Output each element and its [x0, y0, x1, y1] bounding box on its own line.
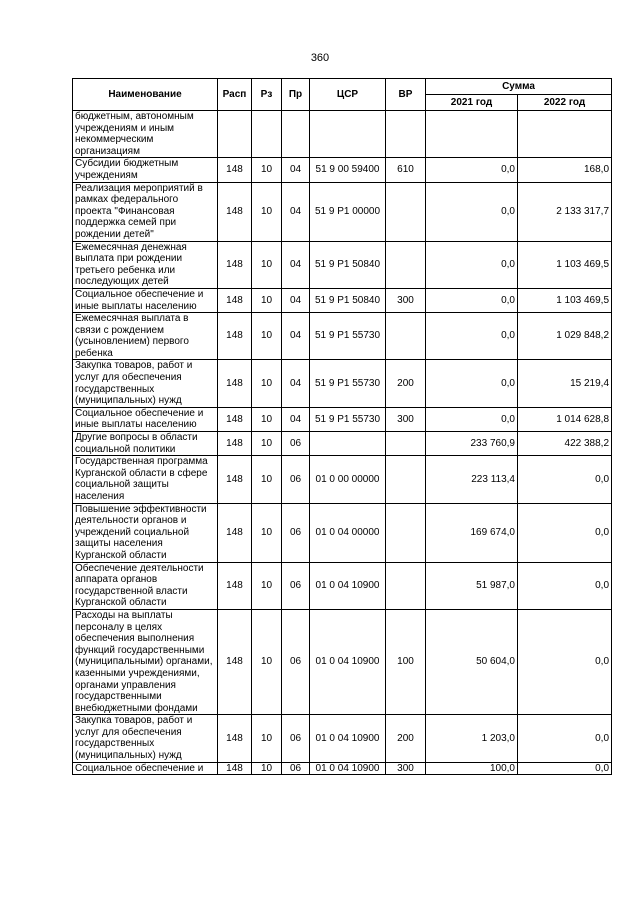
table-row: [73, 158, 612, 182]
cell-2022: 1 029 848,2: [518, 313, 612, 360]
cell-csr: 01 0 00 00000: [310, 456, 386, 503]
table-row: [73, 456, 612, 503]
cell-2022: 422 388,2: [518, 432, 612, 456]
cell-name: Социальное обеспечение и иные выплаты населению: [73, 407, 218, 431]
cell-csr: [310, 111, 386, 158]
cell-rz: 10: [252, 562, 282, 609]
cell-name: бюджетным, автономным учреждениям и иным некоммерческим организациям: [73, 111, 218, 158]
cell-rz: 10: [252, 609, 282, 714]
cell-rz: [252, 111, 282, 158]
header-2022: 2022 год: [518, 95, 612, 111]
cell-rz: 10: [252, 360, 282, 407]
header-pr: Пр: [282, 79, 310, 111]
table-row: [73, 360, 612, 407]
cell-rz: 10: [252, 432, 282, 456]
cell-vr: [386, 182, 426, 241]
cell-rasp: 148: [218, 360, 252, 407]
cell-csr: 01 0 04 00000: [310, 503, 386, 562]
cell-rz: 10: [252, 456, 282, 503]
table-row: [73, 407, 612, 431]
cell-vr: 100: [386, 609, 426, 714]
cell-pr: 04: [282, 360, 310, 407]
table-row: [73, 313, 612, 360]
cell-pr: 04: [282, 241, 310, 288]
table-row: [73, 432, 612, 456]
table-row: [73, 715, 612, 762]
cell-rasp: 148: [218, 407, 252, 431]
cell-vr: [386, 432, 426, 456]
cell-2021: 0,0: [426, 407, 518, 431]
cell-2021: 233 760,9: [426, 432, 518, 456]
cell-2021: [426, 111, 518, 158]
cell-pr: 04: [282, 158, 310, 182]
cell-pr: 04: [282, 407, 310, 431]
cell-vr: [386, 562, 426, 609]
cell-2022: 1 103 469,5: [518, 288, 612, 312]
table-row: [73, 182, 612, 241]
cell-name: Другие вопросы в области социальной политики: [73, 432, 218, 456]
cell-name: Расходы на выплаты персоналу в целях обеспечения выполнения функций государственными (муниципальными) органами, казенными учреждениями, органами управления государственными внебюджетными фондами: [73, 609, 218, 714]
cell-name: Закупка товаров, работ и услуг для обеспечения государственных (муниципальных) нужд: [73, 715, 218, 762]
cell-csr: 01 0 04 10900: [310, 562, 386, 609]
cell-rz: 10: [252, 241, 282, 288]
cell-2022: 2 133 317,7: [518, 182, 612, 241]
header-rasp: Расп: [218, 79, 252, 111]
cell-2021: 0,0: [426, 241, 518, 288]
cell-2021: 1 203,0: [426, 715, 518, 762]
cell-vr: 300: [386, 407, 426, 431]
cell-csr: 01 0 04 10900: [310, 762, 386, 775]
header-name: Наименование: [73, 79, 218, 111]
cell-name: Государственная программа Курганской области в сфере социальной защиты населения: [73, 456, 218, 503]
table-row: [73, 241, 612, 288]
cell-2021: 0,0: [426, 313, 518, 360]
cell-name: Социальное обеспечение и: [73, 762, 218, 775]
cell-pr: 06: [282, 503, 310, 562]
cell-csr: 51 9 P1 00000: [310, 182, 386, 241]
budget-table: [72, 78, 612, 775]
header-vr: ВР: [386, 79, 426, 111]
cell-name: Социальное обеспечение и иные выплаты населению: [73, 288, 218, 312]
cell-2022: 1 014 628,8: [518, 407, 612, 431]
cell-2022: 0,0: [518, 562, 612, 609]
cell-pr: 04: [282, 182, 310, 241]
cell-2022: 1 103 469,5: [518, 241, 612, 288]
cell-vr: [386, 503, 426, 562]
cell-rz: 10: [252, 715, 282, 762]
header-2021: 2021 год: [426, 95, 518, 111]
cell-vr: 610: [386, 158, 426, 182]
cell-csr: 51 9 P1 50840: [310, 241, 386, 288]
cell-vr: [386, 313, 426, 360]
cell-2021: 51 987,0: [426, 562, 518, 609]
cell-rz: 10: [252, 182, 282, 241]
cell-pr: 04: [282, 313, 310, 360]
cell-rasp: 148: [218, 158, 252, 182]
cell-rasp: 148: [218, 432, 252, 456]
cell-csr: 01 0 04 10900: [310, 715, 386, 762]
cell-vr: 300: [386, 288, 426, 312]
cell-2021: 0,0: [426, 288, 518, 312]
cell-rasp: 148: [218, 313, 252, 360]
header-sum: Сумма: [426, 79, 612, 95]
cell-name: Повышение эффективности деятельности органов и учреждений социальной защиты населения Курганской области: [73, 503, 218, 562]
cell-pr: 06: [282, 456, 310, 503]
table-row: [73, 288, 612, 312]
table-row: [73, 111, 612, 158]
cell-csr: 51 9 P1 55730: [310, 360, 386, 407]
cell-rasp: 148: [218, 503, 252, 562]
cell-pr: 06: [282, 715, 310, 762]
cell-vr: 200: [386, 360, 426, 407]
header-rz: Рз: [252, 79, 282, 111]
cell-name: Субсидии бюджетным учреждениям: [73, 158, 218, 182]
cell-vr: [386, 241, 426, 288]
cell-2021: 50 604,0: [426, 609, 518, 714]
cell-vr: [386, 111, 426, 158]
cell-rasp: 148: [218, 609, 252, 714]
cell-name: Обеспечение деятельности аппарата органов государственной власти Курганской области: [73, 562, 218, 609]
table-body: [73, 111, 612, 775]
page-number: 360: [310, 52, 330, 64]
cell-csr: 51 9 P1 55730: [310, 313, 386, 360]
cell-rz: 10: [252, 158, 282, 182]
cell-rasp: [218, 111, 252, 158]
cell-pr: 06: [282, 762, 310, 775]
cell-rasp: 148: [218, 762, 252, 775]
cell-2022: 0,0: [518, 456, 612, 503]
cell-name: Ежемесячная выплата в связи с рождением (усыновлением) первого ребенка: [73, 313, 218, 360]
cell-rz: 10: [252, 503, 282, 562]
table-row: [73, 609, 612, 714]
cell-csr: 01 0 04 10900: [310, 609, 386, 714]
cell-2022: 168,0: [518, 158, 612, 182]
cell-pr: 04: [282, 288, 310, 312]
table-row: [73, 762, 612, 775]
cell-2021: 169 674,0: [426, 503, 518, 562]
cell-csr: [310, 432, 386, 456]
cell-rz: 10: [252, 288, 282, 312]
cell-2022: 15 219,4: [518, 360, 612, 407]
cell-name: Реализация мероприятий в рамках федерального проекта "Финансовая поддержка семей при рождении детей": [73, 182, 218, 241]
cell-name: Ежемесячная денежная выплата при рождении третьего ребенка или последующих детей: [73, 241, 218, 288]
header-csr: ЦСР: [310, 79, 386, 111]
cell-rasp: 148: [218, 182, 252, 241]
cell-rasp: 148: [218, 562, 252, 609]
cell-2021: 0,0: [426, 158, 518, 182]
cell-2022: [518, 111, 612, 158]
cell-rz: 10: [252, 407, 282, 431]
cell-name: Закупка товаров, работ и услуг для обеспечения государственных (муниципальных) нужд: [73, 360, 218, 407]
cell-csr: 51 9 P1 50840: [310, 288, 386, 312]
cell-rz: 10: [252, 313, 282, 360]
cell-2021: 100,0: [426, 762, 518, 775]
cell-csr: 51 9 P1 55730: [310, 407, 386, 431]
cell-rasp: 148: [218, 241, 252, 288]
cell-2021: 0,0: [426, 182, 518, 241]
cell-vr: 300: [386, 762, 426, 775]
cell-2021: 0,0: [426, 360, 518, 407]
cell-vr: [386, 456, 426, 503]
table-row: [73, 562, 612, 609]
cell-2022: 0,0: [518, 715, 612, 762]
cell-pr: 06: [282, 609, 310, 714]
cell-2022: 0,0: [518, 609, 612, 714]
cell-rasp: 148: [218, 456, 252, 503]
cell-pr: 06: [282, 432, 310, 456]
cell-pr: [282, 111, 310, 158]
table-row: [73, 503, 612, 562]
cell-rasp: 148: [218, 715, 252, 762]
cell-2022: 0,0: [518, 762, 612, 775]
cell-pr: 06: [282, 562, 310, 609]
cell-vr: 200: [386, 715, 426, 762]
cell-2022: 0,0: [518, 503, 612, 562]
cell-rasp: 148: [218, 288, 252, 312]
cell-2021: 223 113,4: [426, 456, 518, 503]
cell-rz: 10: [252, 762, 282, 775]
table-header: [73, 79, 612, 111]
cell-csr: 51 9 00 59400: [310, 158, 386, 182]
